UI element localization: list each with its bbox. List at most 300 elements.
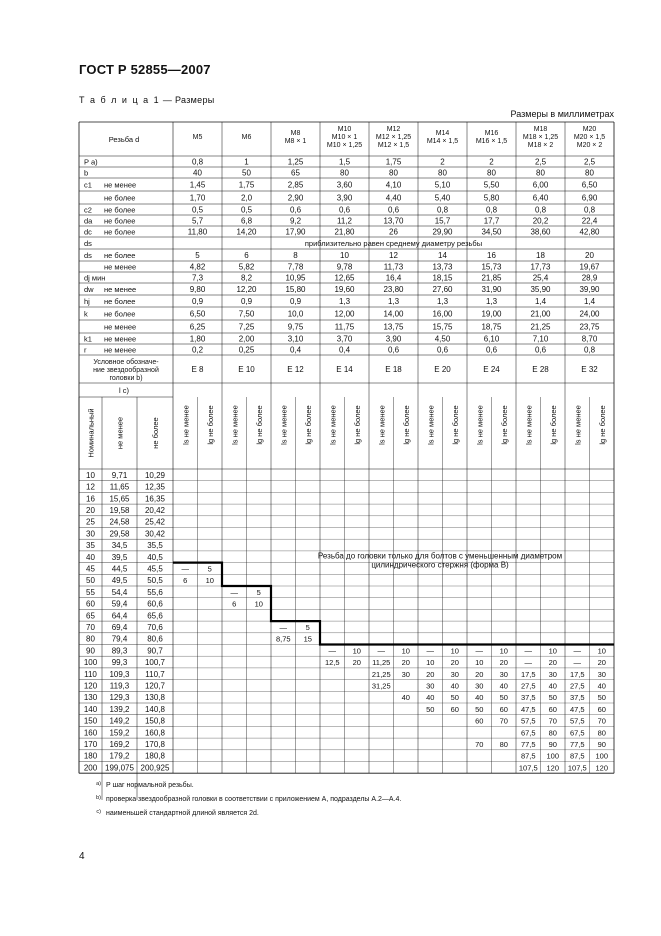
- length-nominal: 130: [83, 693, 98, 703]
- param-value: 10: [340, 251, 349, 260]
- param-value: 80: [438, 168, 447, 178]
- ls-lg-value: 100: [546, 751, 560, 761]
- length-header: l c): [119, 386, 129, 395]
- ls-lg-value: 80: [499, 739, 508, 749]
- ls-lg-value: 107,5: [567, 763, 587, 773]
- param-value: 0,8: [191, 157, 204, 167]
- lg-header: lg не более: [205, 405, 215, 445]
- param-value: 80: [340, 168, 349, 178]
- param-value: 35,90: [530, 285, 551, 294]
- footnote-mark: b): [96, 795, 101, 802]
- param-value: 15,7: [434, 216, 451, 226]
- ls-lg-value: 10: [352, 646, 361, 656]
- length-nominal: 70: [86, 622, 95, 632]
- thread-col-label: M8 M8 × 1: [284, 129, 307, 146]
- length-min: 54,4: [111, 587, 128, 597]
- param-value: 0,6: [338, 205, 351, 215]
- length-max: 45,5: [147, 564, 163, 574]
- footnote-mark: a): [96, 781, 101, 788]
- ls-lg-value: 40: [475, 693, 484, 703]
- param-value: 22,4: [581, 216, 598, 226]
- param-value: 17,90: [285, 227, 306, 237]
- ls-lg-value: 10: [475, 658, 484, 668]
- param-value: 8,2: [240, 273, 253, 283]
- param-value: 6,50: [189, 309, 206, 319]
- param-value: 7,3: [191, 273, 204, 283]
- ls-lg-value: —: [279, 622, 287, 632]
- param-symbol: k1: [84, 334, 92, 344]
- ls-lg-value: 70: [499, 716, 508, 726]
- param-value: E 10: [238, 365, 255, 374]
- param-value: 5,10: [434, 180, 451, 190]
- param-value: 15,80: [285, 285, 306, 294]
- footnote-mark: c): [96, 809, 101, 816]
- param-value: 9,80: [189, 285, 206, 294]
- param-value: 15,75: [432, 322, 453, 332]
- ls-lg-value: 120: [595, 763, 609, 773]
- param-value: 6,00: [532, 180, 549, 190]
- param-value: 16: [487, 251, 496, 260]
- param-value: 0,9: [191, 297, 204, 306]
- param-symbol: hj: [84, 297, 90, 306]
- param-value: 1,4: [534, 297, 547, 306]
- ls-lg-value: 90: [548, 739, 557, 749]
- param-qualifier: не менее: [104, 345, 137, 355]
- param-value: 2,90: [287, 193, 304, 203]
- length-max: 50,5: [147, 576, 163, 586]
- param-value: 6,10: [483, 334, 500, 344]
- ls-lg-value: 8,75: [275, 634, 291, 644]
- length-min: 44,5: [111, 564, 128, 574]
- param-qualifier: не менее: [104, 285, 137, 294]
- thread-col-label: M14 M14 × 1,5: [426, 129, 459, 146]
- param-value: 14: [438, 251, 447, 260]
- ls-lg-value: —: [524, 658, 532, 668]
- param-value: 3,90: [385, 334, 402, 344]
- ls-lg-value: 10: [426, 658, 435, 668]
- ls-lg-value: 50: [426, 704, 435, 714]
- ls-lg-value: 10: [205, 576, 214, 586]
- length-max: 65,6: [147, 611, 163, 621]
- length-max: 200,925: [140, 763, 170, 773]
- ls-lg-value: 67,5: [520, 728, 536, 738]
- param-value: 80: [487, 168, 496, 178]
- length-min: 39,5: [111, 552, 128, 562]
- ls-lg-value: 60: [597, 704, 606, 714]
- param-value: 0,9: [240, 297, 253, 306]
- param-value: 4,50: [434, 334, 451, 344]
- param-value: 12,00: [334, 309, 355, 319]
- ls-lg-value: —: [524, 646, 532, 656]
- ls-lg-value: 70: [548, 716, 557, 726]
- param-value: 15,73: [481, 262, 502, 272]
- param-qualifier: не менее: [104, 322, 137, 332]
- param-value: 5,80: [483, 193, 500, 203]
- ls-lg-value: 40: [401, 693, 410, 703]
- param-value: 4,40: [385, 193, 402, 203]
- length-nominal: 90: [86, 646, 95, 656]
- param-value: 42,80: [579, 227, 600, 237]
- param-symbol: P a): [84, 157, 98, 167]
- param-value: 17,73: [530, 262, 551, 272]
- ls-lg-value: 10: [548, 646, 557, 656]
- param-value: E 12: [287, 365, 304, 374]
- ls-header: ls не менее: [279, 405, 289, 445]
- length-max: 160,8: [144, 728, 166, 738]
- ls-lg-value: 11,25: [372, 658, 391, 668]
- ls-header: ls не менее: [524, 405, 534, 445]
- param-value: 34,50: [481, 227, 502, 237]
- param-value: 1,45: [189, 180, 206, 190]
- table-caption-label: Т а б л и ц а 1: [79, 95, 161, 105]
- ls-lg-value: 50: [597, 693, 606, 703]
- param-value: 80: [585, 168, 594, 178]
- length-min: 179,2: [109, 751, 130, 761]
- length-min: 49,5: [111, 576, 128, 586]
- length-nominal: 170: [83, 739, 98, 749]
- param-value: 19,67: [579, 262, 600, 272]
- param-value: 6: [244, 251, 249, 260]
- param-value: 0,5: [191, 205, 204, 215]
- lg-header: lg не более: [352, 405, 362, 445]
- length-min: 64,4: [111, 611, 128, 621]
- param-value: 12,65: [334, 273, 355, 283]
- param-value: 2: [489, 157, 494, 167]
- ls-lg-value: 20: [597, 658, 606, 668]
- param-value: 11,73: [383, 262, 404, 272]
- param-value: 21,80: [334, 227, 355, 237]
- param-value: 5,82: [238, 262, 255, 272]
- param-value: E 32: [581, 365, 598, 374]
- ls-lg-value: 90: [597, 739, 606, 749]
- param-value: 38,60: [530, 227, 551, 237]
- ls-lg-value: 47,5: [520, 704, 536, 714]
- ls-lg-value: 40: [426, 693, 435, 703]
- length-min: 19,58: [109, 505, 130, 515]
- ls-lg-value: 67,5: [569, 728, 585, 738]
- param-qualifier: не менее: [104, 262, 137, 272]
- param-value: 27,60: [432, 285, 453, 294]
- ls-lg-value: 20: [352, 658, 361, 668]
- length-max: 20,42: [144, 505, 166, 515]
- ls-header: ls не менее: [426, 405, 436, 445]
- param-value: 21,85: [481, 273, 502, 283]
- page-number: 4: [79, 851, 85, 862]
- ls-lg-value: —: [377, 646, 385, 656]
- param-value: 2,5: [583, 157, 596, 167]
- param-value: 2,0: [240, 193, 253, 203]
- units-note: Размеры в миллиметрах: [510, 109, 614, 119]
- param-value: 26: [389, 227, 398, 237]
- param-value: 0,6: [387, 205, 400, 215]
- footnote-text: P шаг нормальной резьбы.: [106, 782, 194, 790]
- document-title: ГОСТ Р 52855—2007: [79, 62, 211, 77]
- param-symbol: r: [84, 345, 87, 355]
- ls-lg-value: 57,5: [569, 716, 585, 726]
- length-min: 99,3: [111, 658, 128, 668]
- param-value: 4,82: [189, 262, 206, 272]
- ls-lg-value: 40: [499, 681, 508, 691]
- table-caption-title: — Размеры: [160, 95, 215, 105]
- length-nominal: 25: [86, 517, 95, 527]
- ls-lg-value: —: [426, 646, 434, 656]
- ls-lg-value: 6: [183, 576, 188, 586]
- param-value: E 28: [532, 365, 549, 374]
- param-qualifier: не более: [104, 251, 136, 260]
- ls-lg-value: 40: [548, 681, 557, 691]
- param-value: 9,2: [289, 216, 302, 226]
- param-value: 8: [293, 251, 298, 260]
- param-value: 1,3: [436, 297, 449, 306]
- ls-lg-value: 77,5: [520, 739, 536, 749]
- length-max: 80,6: [147, 634, 163, 644]
- param-value: 1,75: [385, 157, 402, 167]
- length-min: 79,4: [111, 634, 128, 644]
- length-min: 9,71: [111, 470, 128, 480]
- param-value: 0,8: [583, 205, 596, 215]
- length-max: 35,5: [147, 541, 163, 551]
- param-value: 23,75: [579, 322, 600, 332]
- ls-lg-value: 10: [450, 646, 459, 656]
- ls-lg-value: 37,5: [520, 693, 536, 703]
- length-nominal: 200: [83, 763, 98, 773]
- length-max: 180,8: [144, 751, 166, 761]
- param-value: 0,9: [289, 297, 302, 306]
- ls-lg-value: 5: [256, 587, 261, 597]
- param-qualifier: не более: [104, 216, 136, 226]
- param-value: 31,90: [481, 285, 502, 294]
- param-value: 19,00: [481, 309, 502, 319]
- param-value: 3,60: [336, 180, 353, 190]
- ls-lg-value: —: [475, 646, 483, 656]
- param-value: 13,70: [383, 216, 404, 226]
- param-value: 21,00: [530, 309, 551, 319]
- ls-lg-value: 20: [499, 658, 508, 668]
- length-min: 89,3: [111, 646, 128, 656]
- param-qualifier: не менее: [104, 334, 137, 344]
- param-value: 1,70: [189, 193, 206, 203]
- length-max: 130,8: [144, 693, 166, 703]
- length-nominal: 65: [86, 611, 95, 621]
- thread-label: Резьба d: [108, 135, 140, 144]
- param-symbol: c2: [84, 205, 92, 215]
- param-value: 1,3: [387, 297, 400, 306]
- ls-lg-value: 10: [499, 646, 508, 656]
- star-head-label: Условное обозначе-ние звездообразной головки b): [93, 358, 159, 383]
- param-value: 80: [389, 168, 398, 178]
- length-nominal: 60: [86, 599, 95, 609]
- param-value: 1,4: [583, 297, 596, 306]
- param-value: 0,4: [338, 345, 351, 355]
- thread-col-label: M12 M12 × 1,25 M12 × 1,5: [375, 125, 412, 150]
- param-value: 7,10: [532, 334, 549, 344]
- param-value: 4,10: [385, 180, 402, 190]
- length-min: 159,2: [109, 728, 130, 738]
- ls-lg-value: 50: [450, 693, 459, 703]
- ls-lg-value: 40: [450, 681, 459, 691]
- param-value: 18: [536, 251, 545, 260]
- ls-header: ls не менее: [377, 405, 387, 445]
- length-max: 120,7: [144, 681, 166, 691]
- param-qualifier: не более: [104, 309, 136, 319]
- length-nominal: 45: [86, 564, 95, 574]
- ls-lg-value: 17,5: [520, 669, 536, 679]
- param-value: 1,5: [338, 157, 351, 167]
- param-value: E 18: [385, 365, 402, 374]
- ls-lg-value: 10: [597, 646, 606, 656]
- length-sub-header: Номинальный: [86, 408, 96, 458]
- param-value: 1,3: [338, 297, 351, 306]
- ls-lg-value: —: [573, 646, 581, 656]
- param-value: 25,4: [532, 273, 549, 283]
- param-qualifier: не более: [104, 227, 136, 237]
- param-value: 3,90: [336, 193, 353, 203]
- param-value: 1: [244, 157, 249, 167]
- param-value: 28,9: [581, 273, 598, 283]
- ls-lg-value: 87,5: [520, 751, 536, 761]
- param-value: E 20: [434, 365, 451, 374]
- lg-header: lg не более: [303, 405, 313, 445]
- thread-col-label: M5: [192, 134, 203, 141]
- param-value: 5: [195, 251, 200, 260]
- length-max: 12,35: [144, 482, 166, 492]
- length-max: 60,6: [147, 599, 163, 609]
- length-max: 10,29: [144, 470, 166, 480]
- param-value: 80: [536, 168, 545, 178]
- ls-lg-value: 77,5: [569, 739, 585, 749]
- param-value: 29,90: [432, 227, 453, 237]
- param-value: 21,25: [530, 322, 551, 332]
- length-nominal: 80: [86, 634, 95, 644]
- length-nominal: 140: [83, 704, 98, 714]
- length-max: 110,7: [145, 669, 165, 679]
- length-max: 150,8: [144, 716, 166, 726]
- param-value: 5,50: [483, 180, 500, 190]
- ls-lg-value: 21,25: [371, 669, 391, 679]
- param-value: 0,8: [485, 205, 498, 215]
- param-symbol: dc: [84, 227, 92, 237]
- length-nominal: 120: [83, 681, 98, 691]
- param-value: 0,6: [485, 345, 498, 355]
- lg-header: lg не более: [548, 405, 558, 445]
- length-min: 139,2: [109, 704, 130, 714]
- param-value: E 14: [336, 365, 353, 374]
- ls-lg-value: 60: [499, 704, 508, 714]
- param-value: 10,0: [287, 309, 304, 319]
- ls-header: ls не менее: [230, 405, 240, 445]
- param-value: 13,75: [383, 322, 404, 332]
- ls-lg-value: 20: [475, 669, 484, 679]
- length-nominal: 55: [86, 587, 95, 597]
- param-value: 0,4: [289, 345, 302, 355]
- ls-lg-value: 15: [303, 634, 312, 644]
- param-symbol: dw: [84, 285, 94, 294]
- param-qualifier: не более: [104, 205, 136, 215]
- length-max: 55,6: [147, 587, 163, 597]
- lg-header: lg не более: [450, 405, 460, 445]
- lg-header: lg не более: [499, 405, 509, 445]
- length-max: 170,8: [144, 739, 166, 749]
- length-nominal: 20: [86, 505, 95, 515]
- length-max: 40,5: [147, 552, 163, 562]
- ls-lg-value: 30: [426, 681, 435, 691]
- length-min: 119,3: [109, 681, 130, 691]
- param-value: 11,2: [337, 216, 352, 226]
- param-value: 24,00: [579, 309, 600, 319]
- length-max: 90,7: [147, 646, 163, 656]
- ls-header: ls не менее: [475, 405, 485, 445]
- ls-lg-value: 30: [401, 669, 410, 679]
- param-value: 0,8: [534, 205, 547, 215]
- param-symbol: b: [84, 168, 89, 178]
- length-min: 69,4: [111, 622, 128, 632]
- thread-col-label: M10 M10 × 1 M10 × 1,25: [326, 125, 363, 150]
- length-nominal: 100: [83, 658, 98, 668]
- ls-lg-value: —: [573, 658, 581, 668]
- ls-lg-value: 31,25: [371, 681, 391, 691]
- param-value: 39,90: [579, 285, 600, 294]
- param-value: 65: [291, 168, 300, 178]
- ls-header: ls не менее: [328, 405, 338, 445]
- param-value: 3,70: [336, 334, 353, 344]
- length-min: 15,65: [109, 494, 130, 504]
- lg-header: lg не более: [401, 405, 411, 445]
- param-qualifier: не менее: [104, 180, 137, 190]
- length-nominal: 180: [83, 751, 98, 761]
- ls-lg-value: 47,5: [569, 704, 585, 714]
- ls-lg-value: 30: [548, 669, 557, 679]
- param-value: 7,78: [287, 262, 304, 272]
- ls-header: ls не менее: [573, 405, 583, 445]
- length-nominal: 16: [86, 494, 95, 504]
- ls-lg-value: 17,5: [569, 669, 585, 679]
- ls-lg-value: 30: [475, 681, 484, 691]
- length-min: 129,3: [109, 693, 130, 703]
- ls-lg-value: 30: [597, 669, 606, 679]
- length-min: 59,4: [111, 599, 128, 609]
- ls-lg-value: 120: [546, 763, 560, 773]
- param-symbol: da: [84, 216, 93, 226]
- param-value: 6,8: [240, 216, 253, 226]
- ls-lg-value: 20: [401, 658, 410, 668]
- length-min: 29,58: [109, 529, 130, 539]
- ls-lg-value: 50: [475, 704, 484, 714]
- param-value: 18,15: [432, 273, 453, 283]
- ls-lg-value: 27,5: [569, 681, 585, 691]
- ls-lg-value: 5: [305, 622, 310, 632]
- param-value: 2: [440, 157, 445, 167]
- param-value: 0,6: [436, 345, 449, 355]
- param-value: 0,8: [436, 205, 449, 215]
- param-value: 7,25: [238, 322, 255, 332]
- ls-lg-value: 107,5: [518, 763, 538, 773]
- param-value: 2,5: [534, 157, 547, 167]
- param-qualifier: не более: [104, 297, 136, 306]
- param-value: 0,8: [583, 345, 596, 355]
- param-value: 5,7: [191, 216, 204, 226]
- ls-lg-value: 57,5: [520, 716, 536, 726]
- ls-lg-value: 30: [499, 669, 508, 679]
- ls-lg-value: 60: [450, 704, 459, 714]
- merged-note: приблизительно равен среднему диаметру резьбы: [304, 239, 483, 248]
- param-symbol: c1: [84, 180, 92, 190]
- lg-header: lg не более: [597, 405, 607, 445]
- ls-lg-value: —: [328, 646, 336, 656]
- lg-header: lg не более: [254, 405, 264, 445]
- ls-lg-value: 6: [232, 599, 237, 609]
- param-value: 0,5: [240, 205, 253, 215]
- ls-lg-value: 37,5: [569, 693, 585, 703]
